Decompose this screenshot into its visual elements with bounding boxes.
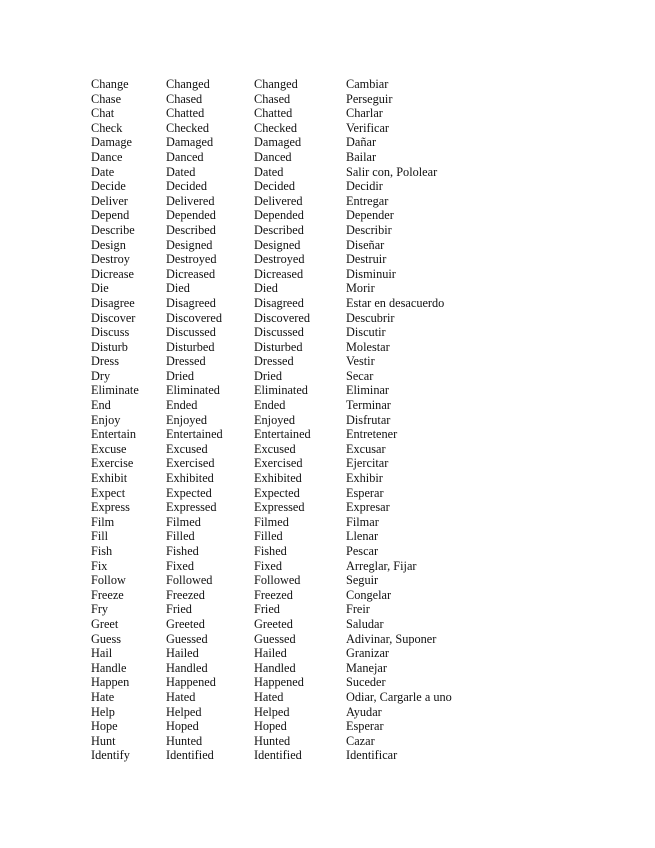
spanish-translation-cell: Terminar (346, 398, 391, 413)
base-form-cell: Expect (91, 485, 126, 500)
past-participle-cell: Expressed (254, 500, 305, 515)
verb-table (91, 77, 546, 763)
past-participle-cell: Fried (254, 602, 280, 617)
spanish-translation-cell: Bailar (346, 149, 377, 164)
spanish-translation-cell: Excusar (346, 441, 386, 456)
base-form-cell: Destroy (91, 252, 130, 267)
past-simple-cell: Helped (166, 704, 202, 719)
past-simple-cell: Designed (166, 237, 213, 252)
past-participle-cell: Depended (254, 208, 304, 223)
past-participle-cell: Decided (254, 179, 295, 194)
past-simple-cell: Damaged (166, 135, 214, 150)
table-row (91, 690, 546, 705)
spanish-translation-cell: Expresar (346, 500, 390, 515)
table-row (91, 281, 546, 296)
base-form-cell: Design (91, 237, 126, 252)
table-row (91, 602, 546, 617)
past-simple-cell: Dried (166, 368, 194, 383)
base-form-cell: Dance (91, 149, 123, 164)
table-row (91, 77, 546, 92)
past-simple-cell: Freezed (166, 587, 205, 602)
past-simple-cell: Chased (166, 91, 203, 106)
table-row (91, 354, 546, 369)
past-participle-cell: Followed (254, 573, 301, 588)
spanish-translation-cell: Diseñar (346, 237, 385, 252)
table-row (91, 311, 546, 326)
past-participle-cell: Expected (254, 485, 300, 500)
table-row (91, 544, 546, 559)
past-simple-cell: Died (166, 281, 190, 296)
past-participle-cell: Changed (254, 77, 298, 91)
table-row (91, 675, 546, 690)
base-form-cell: Chat (91, 106, 115, 121)
spanish-translation-cell: Secar (346, 368, 374, 383)
spanish-translation-cell: Seguir (346, 573, 379, 588)
spanish-translation-cell: Exhibir (346, 471, 383, 486)
past-participle-cell: Chatted (254, 106, 293, 121)
past-simple-cell: Entertained (166, 427, 223, 442)
past-simple-cell: Discovered (166, 310, 222, 325)
spanish-translation-cell: Congelar (346, 587, 392, 602)
past-simple-cell: Identified (166, 748, 214, 763)
base-form-cell: Exercise (91, 456, 134, 471)
past-participle-cell: Exercised (254, 456, 303, 471)
base-form-cell: Chase (91, 91, 122, 106)
past-simple-cell: Filled (166, 529, 195, 544)
past-simple-cell: Destroyed (166, 252, 217, 267)
past-simple-cell: Followed (166, 573, 213, 588)
past-simple-cell: Disturbed (166, 339, 215, 354)
past-participle-cell: Helped (254, 704, 290, 719)
past-simple-cell: Fixed (166, 558, 195, 573)
spanish-translation-cell: Filmar (346, 514, 379, 529)
base-form-cell: Die (91, 281, 109, 296)
past-simple-cell: Hoped (166, 719, 199, 734)
past-participle-cell: Handled (254, 660, 296, 675)
spanish-translation-cell: Cazar (346, 733, 375, 748)
base-form-cell: Disturb (91, 339, 128, 354)
base-form-cell: Dicrease (91, 266, 135, 281)
past-participle-cell: Identified (254, 748, 302, 763)
spanish-translation-cell: Cambiar (346, 77, 389, 91)
past-simple-cell: Fished (166, 544, 199, 558)
past-simple-cell: Changed (166, 77, 210, 91)
table-row (91, 705, 546, 720)
past-simple-cell: Fried (166, 602, 192, 617)
table-row (91, 515, 546, 530)
spanish-translation-cell: Manejar (346, 660, 387, 675)
past-simple-cell: Greeted (166, 616, 205, 631)
spanish-translation-cell: Adivinar, Suponer (346, 631, 437, 646)
table-row (91, 150, 546, 165)
past-participle-cell: Excused (254, 441, 296, 456)
base-form-cell: Entertain (91, 427, 137, 442)
past-simple-cell: Expressed (166, 500, 217, 515)
past-participle-cell: Dated (254, 164, 284, 179)
spanish-translation-cell: Freir (346, 602, 370, 617)
past-participle-cell: Designed (254, 237, 301, 252)
spanish-translation-cell: Estar en desacuerdo (346, 295, 445, 310)
table-row (91, 413, 546, 428)
table-row (91, 208, 546, 223)
base-form-cell: End (91, 398, 111, 413)
base-form-cell: Identify (91, 748, 130, 763)
past-simple-cell: Dated (166, 164, 196, 179)
past-simple-cell: Delivered (166, 193, 215, 208)
past-simple-cell: Dicreased (166, 266, 216, 281)
spanish-translation-cell: Depender (346, 208, 394, 223)
past-participle-cell: Discovered (254, 310, 310, 325)
spanish-translation-cell: Odiar, Cargarle a uno (346, 689, 452, 704)
past-participle-cell: Danced (254, 149, 292, 164)
past-participle-cell: Guessed (254, 631, 296, 646)
past-participle-cell: Enjoyed (254, 412, 295, 427)
past-participle-cell: Greeted (254, 616, 293, 631)
spanish-translation-cell: Discutir (346, 325, 386, 340)
table-row (91, 165, 546, 180)
spanish-translation-cell: Verificar (346, 120, 390, 135)
table-row (91, 106, 546, 121)
spanish-translation-cell: Disminuir (346, 266, 396, 281)
past-participle-cell: Dried (254, 368, 282, 383)
table-row (91, 719, 546, 734)
past-simple-cell: Exhibited (166, 471, 214, 486)
spanish-translation-cell: Descubrir (346, 310, 395, 325)
table-row (91, 573, 546, 588)
base-form-cell: Eliminate (91, 383, 139, 398)
table-row (91, 398, 546, 413)
verb-table-body (91, 77, 546, 763)
past-simple-cell: Ended (166, 398, 198, 413)
base-form-cell: Discuss (91, 325, 130, 340)
base-form-cell: Dress (91, 354, 120, 369)
past-participle-cell: Dicreased (254, 266, 304, 281)
past-simple-cell: Chatted (166, 106, 205, 121)
base-form-cell: Damage (91, 135, 132, 150)
past-participle-cell: Damaged (254, 135, 302, 150)
past-participle-cell: Delivered (254, 193, 303, 208)
base-form-cell: Handle (91, 660, 127, 675)
spanish-translation-cell: Describir (346, 222, 392, 237)
table-row (91, 223, 546, 238)
past-simple-cell: Disagreed (166, 295, 216, 310)
past-simple-cell: Depended (166, 208, 216, 223)
past-participle-cell: Hailed (254, 646, 287, 661)
table-row (91, 238, 546, 253)
table-row (91, 267, 546, 282)
table-row (91, 486, 546, 501)
spanish-translation-cell: Destruir (346, 252, 387, 267)
past-simple-cell: Eliminated (166, 383, 220, 398)
spanish-translation-cell: Ayudar (346, 704, 382, 719)
past-simple-cell: Described (166, 222, 216, 237)
table-row (91, 456, 546, 471)
past-participle-cell: Chased (254, 91, 291, 106)
base-form-cell: Greet (91, 616, 119, 631)
base-form-cell: Enjoy (91, 412, 121, 427)
table-row (91, 194, 546, 209)
spanish-translation-cell: Identificar (346, 748, 398, 763)
spanish-translation-cell: Llenar (346, 529, 379, 544)
past-simple-cell: Happened (166, 675, 216, 690)
base-form-cell: Discover (91, 310, 136, 325)
base-form-cell: Fix (91, 558, 108, 573)
base-form-cell: Depend (91, 208, 130, 223)
spanish-translation-cell: Decidir (346, 179, 383, 194)
spanish-translation-cell: Esperar (346, 719, 384, 734)
past-participle-cell: Entertained (254, 427, 311, 442)
base-form-cell: Hope (91, 719, 118, 734)
past-simple-cell: Discussed (166, 325, 216, 340)
base-form-cell: Film (91, 514, 115, 529)
base-form-cell: Help (91, 704, 115, 719)
past-simple-cell: Enjoyed (166, 412, 207, 427)
past-participle-cell: Disagreed (254, 295, 304, 310)
base-form-cell: Check (91, 120, 123, 135)
past-participle-cell: Died (254, 281, 278, 296)
table-row (91, 617, 546, 632)
table-row (91, 179, 546, 194)
table-row (91, 748, 546, 763)
spanish-translation-cell: Suceder (346, 675, 386, 690)
spanish-translation-cell: Vestir (346, 354, 375, 369)
spanish-translation-cell: Salir con, Pololear (346, 164, 438, 179)
base-form-cell: Dry (91, 368, 111, 383)
spanish-translation-cell: Pescar (346, 544, 379, 558)
spanish-translation-cell: Esperar (346, 485, 384, 500)
base-form-cell: Happen (91, 675, 130, 690)
past-participle-cell: Disturbed (254, 339, 303, 354)
spanish-translation-cell: Arreglar, Fijar (346, 558, 417, 573)
spanish-translation-cell: Perseguir (346, 91, 393, 106)
past-simple-cell: Excused (166, 441, 208, 456)
past-participle-cell: Fished (254, 544, 287, 558)
table-row (91, 442, 546, 457)
table-row (91, 135, 546, 150)
table-row (91, 529, 546, 544)
table-row (91, 369, 546, 384)
base-form-cell: Hate (91, 689, 115, 704)
table-row (91, 383, 546, 398)
table-row (91, 646, 546, 661)
past-simple-cell: Hated (166, 689, 196, 704)
table-row (91, 252, 546, 267)
past-participle-cell: Filled (254, 529, 283, 544)
table-row (91, 92, 546, 107)
spanish-translation-cell: Eliminar (346, 383, 390, 398)
spanish-translation-cell: Molestar (346, 339, 390, 354)
spanish-translation-cell: Entretener (346, 427, 398, 442)
table-row (91, 500, 546, 515)
spanish-translation-cell: Ejercitar (346, 456, 389, 471)
table-row (91, 559, 546, 574)
past-simple-cell: Dressed (166, 354, 206, 369)
past-simple-cell: Exercised (166, 456, 215, 471)
spanish-translation-cell: Saludar (346, 616, 384, 631)
past-participle-cell: Freezed (254, 587, 293, 602)
base-form-cell: Follow (91, 573, 126, 588)
base-form-cell: Decide (91, 179, 126, 194)
table-row (91, 296, 546, 311)
past-simple-cell: Filmed (166, 514, 201, 529)
past-participle-cell: Hunted (254, 733, 291, 748)
past-simple-cell: Checked (166, 120, 210, 135)
past-participle-cell: Exhibited (254, 471, 302, 486)
past-participle-cell: Discussed (254, 325, 304, 340)
past-participle-cell: Fixed (254, 558, 283, 573)
base-form-cell: Exhibit (91, 471, 128, 486)
spanish-translation-cell: Disfrutar (346, 412, 391, 427)
table-row (91, 325, 546, 340)
base-form-cell: Describe (91, 222, 135, 237)
base-form-cell: Disagree (91, 295, 135, 310)
past-participle-cell: Described (254, 222, 304, 237)
base-form-cell: Fill (91, 529, 109, 544)
past-participle-cell: Dressed (254, 354, 294, 369)
base-form-cell: Deliver (91, 193, 128, 208)
past-participle-cell: Destroyed (254, 252, 305, 267)
spanish-translation-cell: Morir (346, 281, 375, 296)
past-simple-cell: Hailed (166, 646, 199, 661)
spanish-translation-cell: Dañar (346, 135, 377, 150)
past-participle-cell: Eliminated (254, 383, 308, 398)
base-form-cell: Fish (91, 544, 113, 558)
table-row (91, 661, 546, 676)
base-form-cell: Excuse (91, 441, 127, 456)
table-row (91, 121, 546, 136)
past-simple-cell: Hunted (166, 733, 203, 748)
past-simple-cell: Handled (166, 660, 208, 675)
spanish-translation-cell: Charlar (346, 106, 383, 121)
base-form-cell: Fry (91, 602, 109, 617)
base-form-cell: Guess (91, 631, 122, 646)
past-simple-cell: Decided (166, 179, 207, 194)
table-row (91, 588, 546, 603)
table-row (91, 734, 546, 749)
past-participle-cell: Filmed (254, 514, 289, 529)
past-simple-cell: Guessed (166, 631, 208, 646)
past-simple-cell: Expected (166, 485, 212, 500)
past-participle-cell: Ended (254, 398, 286, 413)
table-row (91, 340, 546, 355)
past-participle-cell: Checked (254, 120, 298, 135)
base-form-cell: Hail (91, 646, 113, 661)
table-row (91, 632, 546, 647)
base-form-cell: Freeze (91, 587, 124, 602)
table-row (91, 471, 546, 486)
table-row (91, 427, 546, 442)
past-participle-cell: Happened (254, 675, 304, 690)
base-form-cell: Express (91, 500, 130, 515)
past-participle-cell: Hoped (254, 719, 287, 734)
base-form-cell: Date (91, 164, 115, 179)
spanish-translation-cell: Granizar (346, 646, 390, 661)
past-participle-cell: Hated (254, 689, 284, 704)
base-form-cell: Change (91, 77, 129, 91)
spanish-translation-cell: Entregar (346, 193, 389, 208)
base-form-cell: Hunt (91, 733, 116, 748)
past-simple-cell: Danced (166, 149, 204, 164)
